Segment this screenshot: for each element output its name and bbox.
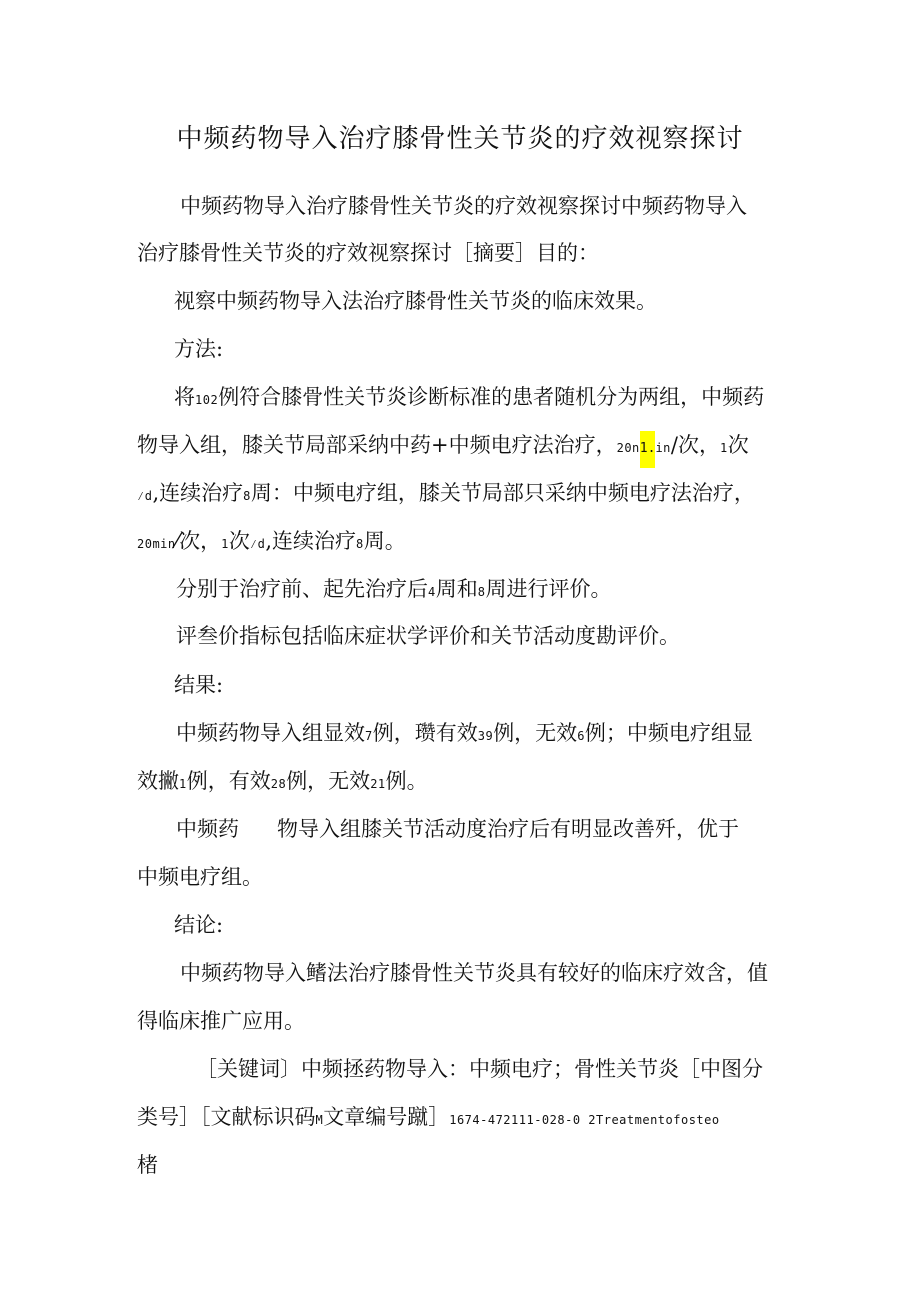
- evaluation-timing: [176, 575, 611, 606]
- number-span: 7: [365, 729, 373, 743]
- text-span: 中频药: [176, 817, 239, 841]
- evaluation-indicators: 评叁价指标包括临床症状学评价和关节活动度勘评价。: [176, 624, 680, 648]
- number-span: 102: [195, 393, 219, 407]
- text-span: 分别于治疗前、起先治疗后: [176, 577, 428, 601]
- number-span: 8: [243, 489, 251, 503]
- text-span: 例，无效: [493, 721, 578, 745]
- number-span: 1: [221, 537, 229, 551]
- code-span: M: [315, 1113, 324, 1127]
- methods-heading: 方法:: [174, 337, 224, 361]
- conclusion-line-1: 中频药物导入鳍法治疗膝骨性关节炎具有较好的临床疗效含，值: [180, 961, 768, 985]
- number-span: 4: [428, 585, 436, 599]
- text-span: 周进行评价。: [485, 577, 612, 601]
- text-span: 物导入组膝关节活动度治疗后有明显改善歼，优于: [277, 817, 739, 841]
- text-span: 效撇: [137, 769, 179, 793]
- text-span: ⁄次，: [175, 529, 222, 553]
- keywords-line-1: ［关键词〕中频拯药物导入：中频电疗；骨性关节炎［中图分: [196, 1057, 763, 1081]
- text-span: 例。: [385, 769, 428, 793]
- results-line-4: 中频电疗组。: [137, 865, 263, 889]
- conclusion-line-2: 得临床推广应用。: [137, 1009, 305, 1033]
- text-span: 周和: [435, 577, 478, 601]
- text-span: ,连续治疗: [265, 529, 356, 553]
- results-line-2: [137, 767, 428, 798]
- abstract-line-2: 治疗膝骨性关节炎的疗效视察探讨［摘要］目的：: [137, 241, 599, 265]
- text-span: 周：中频电疗组，膝关节局部只采纳中频电疗法治疗，: [250, 481, 755, 505]
- text-span: 例，瓒有效: [372, 721, 478, 745]
- number-span: 28: [270, 777, 287, 791]
- number-span: 6: [577, 729, 585, 743]
- number-span: 39: [477, 729, 494, 743]
- dose-span: 20n: [616, 441, 640, 455]
- results-line-1: [176, 719, 753, 750]
- text-span: 次: [727, 433, 749, 457]
- text-span: 中频药物导入组显效: [176, 721, 365, 745]
- text-span: 文章编号蹴］: [323, 1105, 450, 1129]
- text-span: 例；中频电疗组显: [584, 721, 753, 745]
- number-span: 8: [356, 537, 364, 551]
- text-span: /次，: [670, 433, 720, 457]
- methods-line-3: [137, 479, 755, 510]
- text-span: 例，有效: [186, 769, 271, 793]
- text-span: 例符合膝骨性关节炎诊断标准的患者随机分为两组，中频药: [218, 385, 765, 409]
- highlighted-span: 1.: [640, 431, 656, 468]
- text-span: 次: [228, 529, 250, 553]
- number-span: 8: [477, 585, 486, 599]
- number-span: 21: [370, 777, 386, 791]
- keywords-line-3: 楮: [137, 1153, 158, 1177]
- abstract-line-1: 中频药物导入治疗膝骨性关节炎的疗效视察探讨中频药物导入: [180, 194, 747, 218]
- methods-line-4: [137, 527, 406, 558]
- number-span: 1: [179, 777, 187, 791]
- document-title: 中频药物导入治疗膝骨性关节炎的疗效视察探讨: [176, 124, 744, 154]
- unit-span: ⁄d: [137, 489, 153, 503]
- objective-text: 视察中频药物导入法治疗膝骨性关节炎的临床效果。: [174, 289, 657, 313]
- methods-line-2: [137, 431, 749, 463]
- text-span: 例，无效: [286, 769, 371, 793]
- text-span: 将: [174, 385, 195, 409]
- dose-span: 20min: [137, 537, 176, 551]
- results-heading: 结果:: [174, 673, 224, 697]
- dose-span: in: [655, 441, 671, 455]
- text-span: ,连续治疗: [152, 481, 244, 505]
- number-span: 1: [719, 441, 728, 455]
- text-span: 类号］［文献标识码: [137, 1105, 316, 1129]
- methods-line-1: [174, 383, 764, 414]
- article-code: 1674-472111-028-0 2Treatmentofosteo: [449, 1113, 720, 1127]
- text-span: 物导入组，膝关节局部采纳中药+中频电疗法治疗，: [137, 433, 617, 457]
- keywords-line-2: [137, 1103, 720, 1134]
- conclusion-heading: 结论:: [174, 913, 224, 937]
- results-line-3: [176, 815, 739, 843]
- unit-span: ⁄d: [249, 537, 266, 551]
- text-span: 周。: [363, 529, 406, 553]
